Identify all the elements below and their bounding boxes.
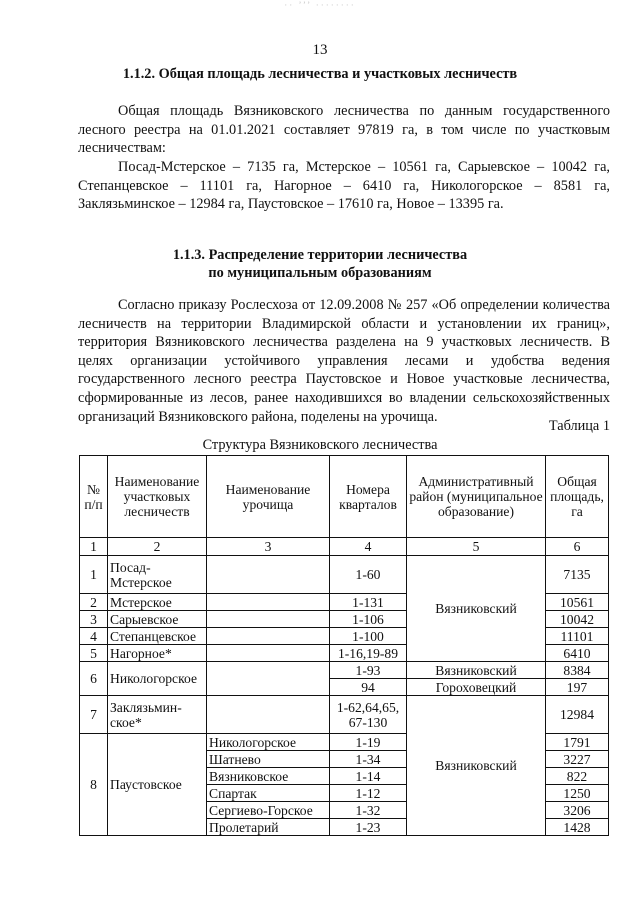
- column-number: 3: [207, 538, 330, 556]
- row-num: 5: [80, 645, 108, 662]
- column-number: 4: [330, 538, 407, 556]
- area: 10042: [546, 611, 609, 628]
- area: 6410: [546, 645, 609, 662]
- quarters: 1-32: [330, 802, 407, 819]
- quarters: 1-34: [330, 751, 407, 768]
- tract-name: Сергиево-Горское: [207, 802, 330, 819]
- paragraph-distribution: Согласно приказу Рослесхоза от 12.09.2008 № 257 «Об определении количества лесничеств на территории Владимирской области и установлении их границ», территория Вязниковского лесничества разделена на 9 участковых лесничеств. В целях организации устойчивого управления лесами и удобства ведения государственного лесного реестра Паустовское и Новое участковые лесничества, сформированные из лесов, ранее находившихся во владении сельскохозяйственных организаций Вязниковского района, поделены на урочища.: [78, 297, 610, 425]
- forestry-name: Сарыевское: [108, 611, 207, 628]
- area: 7135: [546, 556, 609, 594]
- forestry-name: Степанцевское: [108, 628, 207, 645]
- faded-stamp-text: ·· ’’’ ········: [284, 0, 356, 10]
- table-row: [80, 696, 609, 734]
- paragraph-total-area: Общая площадь Вязниковского лесничества по данным государственного лесного реестра на 01.01.2021 составляет 97819 га, в том числе по участковым лесничествам:: [78, 103, 610, 157]
- quarters: 1-16,19-89: [330, 645, 407, 662]
- quarters: 1-106: [330, 611, 407, 628]
- district: Вязниковский: [407, 662, 546, 679]
- table-row: [80, 556, 609, 594]
- tract-name-empty: [207, 696, 330, 734]
- area: 1250: [546, 785, 609, 802]
- quarters: 1-19: [330, 734, 407, 751]
- row-num: 4: [80, 628, 108, 645]
- row-num: 1: [80, 556, 108, 594]
- forestry-name: Никологорское: [108, 662, 207, 696]
- header-tract: Наименование урочища: [207, 456, 330, 538]
- area: 12984: [546, 696, 609, 734]
- section-heading-1-1-2: 1.1.2. Общая площадь лесничества и участковых лесничеств: [122, 66, 518, 82]
- page-number: 13: [312, 42, 328, 58]
- quarters: 1-23: [330, 819, 407, 836]
- header-forestry: Наименование участковых лесничеств: [108, 456, 207, 538]
- area: 822: [546, 768, 609, 785]
- area: 3206: [546, 802, 609, 819]
- column-number: 2: [108, 538, 207, 556]
- header-num: № п/п: [80, 456, 108, 538]
- tract-name-empty: [207, 628, 330, 645]
- tract-name-empty: [207, 594, 330, 611]
- tract-name-empty: [207, 662, 330, 696]
- forestry-name: Паустовское: [108, 734, 207, 836]
- column-number: 1: [80, 538, 108, 556]
- tract-name: Спартак: [207, 785, 330, 802]
- area: 1428: [546, 819, 609, 836]
- district-cell: Вязниковский: [407, 556, 546, 662]
- paragraph-area-breakdown: Посад-Мстерское – 7135 га, Мстерское – 10561 га, Сарыевское – 10042 га, Степанцевское – 11101 га, Нагорное – 6410 га, Никологорское – 8581 га, Заклязьминское – 12984 га, Паустовское – 17610 га, Новое – 13395 га.: [78, 159, 610, 213]
- table-label: Таблица 1: [548, 418, 610, 434]
- quarters: 1-93: [330, 662, 407, 679]
- area: 11101: [546, 628, 609, 645]
- area: 197: [546, 679, 609, 696]
- quarters: 1-100: [330, 628, 407, 645]
- district: Гороховецкий: [407, 679, 546, 696]
- area: 1791: [546, 734, 609, 751]
- quarters: 1-12: [330, 785, 407, 802]
- header-area: Общая площадь, га: [546, 456, 609, 538]
- tract-name: Никологорское: [207, 734, 330, 751]
- district-cell: Вязниковский: [407, 696, 546, 836]
- row-num: 6: [80, 662, 108, 696]
- table-row: [80, 662, 609, 679]
- forestry-name: Заклязьмин-ское*: [108, 696, 207, 734]
- table-caption: Структура Вязниковского лесничества: [202, 437, 438, 453]
- section-heading-1-1-3-line2: по муниципальным образованиям: [208, 265, 432, 281]
- tract-name: Шатнево: [207, 751, 330, 768]
- tract-name: Пролетарий: [207, 819, 330, 836]
- area: 3227: [546, 751, 609, 768]
- area: 8384: [546, 662, 609, 679]
- forestry-name: Мстерское: [108, 594, 207, 611]
- quarters: 1-60: [330, 556, 407, 594]
- forestry-structure-table: [79, 455, 609, 836]
- quarters: 1-131: [330, 594, 407, 611]
- forestry-name: Нагорное*: [108, 645, 207, 662]
- row-num: 8: [80, 734, 108, 836]
- row-num: 3: [80, 611, 108, 628]
- row-num: 2: [80, 594, 108, 611]
- column-number: 5: [407, 538, 546, 556]
- column-number: 6: [546, 538, 609, 556]
- quarters: 1-14: [330, 768, 407, 785]
- column-number-row: [80, 538, 609, 556]
- quarters: 1-62,64,65, 67-130: [330, 696, 407, 734]
- table-header-row: [80, 456, 609, 538]
- quarters: 94: [330, 679, 407, 696]
- row-num: 7: [80, 696, 108, 734]
- tract-name-empty: [207, 611, 330, 628]
- forestry-name: Посад-Мстерское: [108, 556, 207, 594]
- header-district: Административный район (муниципальное образование): [407, 456, 546, 538]
- tract-name-empty: [207, 556, 330, 594]
- tract-name-empty: [207, 645, 330, 662]
- area: 10561: [546, 594, 609, 611]
- header-quarters: Номера кварталов: [330, 456, 407, 538]
- section-heading-1-1-3-line1: 1.1.3. Распределение территории лесничества: [172, 247, 468, 263]
- tract-name: Вязниковское: [207, 768, 330, 785]
